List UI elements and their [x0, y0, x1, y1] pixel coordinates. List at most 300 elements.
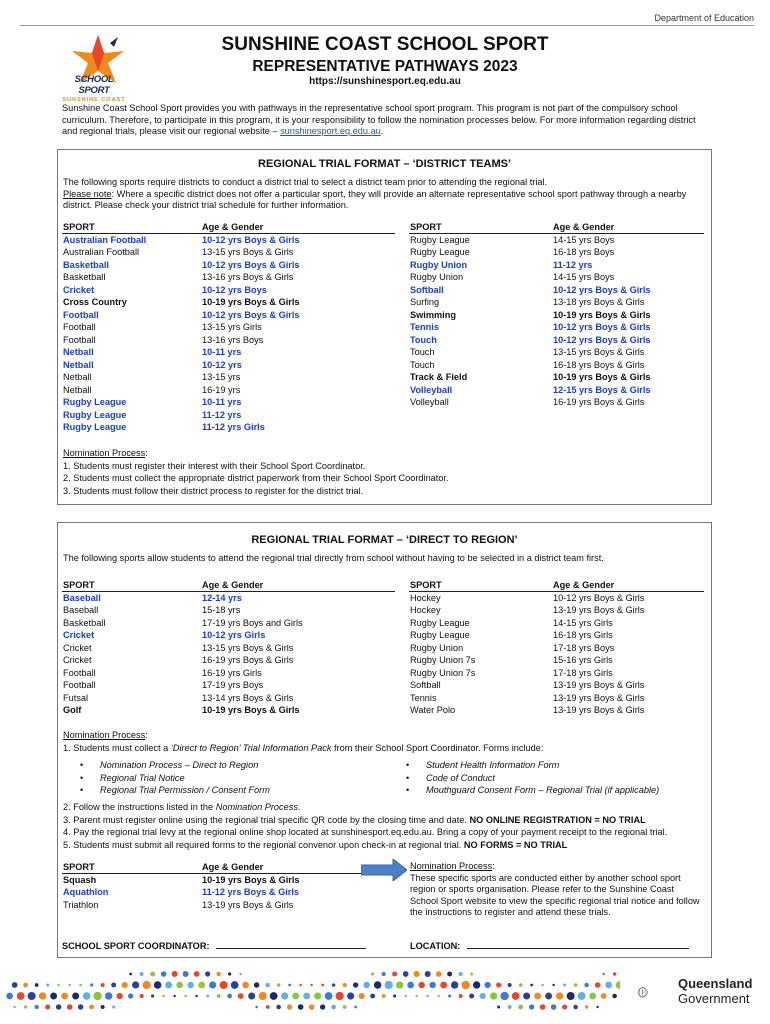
decorative-dot — [23, 983, 28, 988]
decorative-dot — [480, 993, 486, 999]
age-gender-cell: 15-16 yrs Girls — [553, 655, 613, 665]
age-header: Age & Gender — [553, 580, 615, 590]
gov-name-line1: Queensland — [678, 976, 753, 991]
sport-cell: Basketball — [63, 259, 109, 270]
decorative-dot — [242, 982, 249, 989]
sport-cell: Netball — [63, 384, 92, 395]
district-left-table — [63, 221, 146, 434]
sport-cell: Baseball — [63, 605, 99, 615]
decorative-dot — [292, 993, 299, 1000]
age-gender-cell: 13-15 yrs Boys & Girls — [202, 642, 294, 653]
sport-cell: Rugby Union 7s — [410, 667, 476, 678]
decorative-dot — [217, 994, 221, 998]
age-gender-cell: 13-15 yrs Girls — [202, 322, 262, 332]
decorative-dot — [448, 994, 451, 997]
age-gender-cell: 10-12 yrs Boys & Girls — [553, 284, 651, 295]
sport-header: SPORT — [410, 222, 442, 232]
nomination-step-1 — [63, 742, 543, 755]
decorative-dot — [220, 981, 228, 989]
other-sports-table — [63, 861, 108, 911]
sport-cell: Rugby League — [410, 234, 470, 245]
website-url[interactable]: https://sunshinesport.eq.edu.au — [309, 76, 461, 87]
age-gender-cell: 10-19 yrs Boys & Girls — [202, 874, 300, 885]
decorative-dot — [6, 993, 13, 1000]
decorative-dot — [172, 971, 178, 977]
decorative-dot — [132, 981, 139, 988]
sport-cell: Volleyball — [410, 397, 449, 407]
form-item: • Code of Conduct — [406, 772, 659, 785]
age-gender-cell: 10-12 yrs Boys — [202, 284, 267, 295]
district-section-title: REGIONAL TRIAL FORMAT – ‘DISTRICT TEAMS’ — [258, 158, 511, 170]
nomination-step-2 — [63, 801, 667, 814]
decorative-dot — [562, 1004, 567, 1009]
decorative-dot — [228, 972, 231, 975]
decorative-dot — [500, 992, 508, 1000]
sport-cell: Baseball — [63, 592, 101, 603]
district-intro — [63, 177, 699, 212]
decorative-dot — [573, 1005, 577, 1009]
logo-subname: SUNSHINE COAST — [62, 97, 126, 103]
decorative-dot — [183, 971, 189, 977]
decorative-dot — [140, 994, 144, 998]
decorative-dot — [13, 1006, 15, 1008]
decorative-dot — [254, 982, 259, 987]
sport-cell: Netball — [63, 372, 92, 382]
sport-cell: Aquathlon — [63, 887, 109, 897]
decorative-dot — [46, 984, 49, 987]
decorative-dot — [519, 983, 522, 986]
please-note-text: : Where a specific district does not offer a particular sport, they will provide an alternate representative school sport pathway through a nearby district. Please check your district trial schedule for further information. — [63, 188, 687, 210]
decorative-dot — [299, 984, 301, 986]
region-right-ages — [553, 579, 644, 717]
nomination-step: 1. Students must register their interest with their School Sport Coordinator. — [63, 460, 366, 471]
decorative-dot — [298, 1004, 304, 1010]
nomination-colon: : — [145, 730, 148, 740]
region-section-title: REGIONAL TRIAL FORMAT – ‘DIRECT TO REGION’ — [251, 534, 518, 546]
decorative-dot — [277, 983, 280, 986]
sport-cell: Softball — [410, 284, 444, 295]
decorative-dot — [303, 993, 310, 1000]
age-gender-cell: 10-12 yrs Girls — [202, 630, 266, 640]
sport-cell: Basketball — [63, 272, 106, 282]
decorative-dot — [508, 983, 512, 987]
coordinator-field[interactable] — [62, 940, 366, 951]
sport-cell: Tennis — [410, 322, 439, 332]
age-gender-cell: 13-15 yrs Boys & Girls — [553, 347, 645, 357]
decorative-dot — [184, 995, 186, 997]
decorative-dot — [353, 982, 358, 987]
sport-cell: Squash — [63, 874, 97, 885]
decorative-dot — [321, 984, 324, 987]
form-item: • Student Health Information Form — [406, 759, 659, 772]
decorative-dot — [248, 993, 255, 1000]
district-nomination-process — [63, 447, 449, 497]
age-gender-cell: 10-19 yrs Boys & Girls — [553, 309, 651, 320]
decorative-dot — [613, 972, 616, 975]
region-right-table — [410, 579, 475, 717]
decorative-dot — [347, 992, 354, 999]
decorative-dot — [72, 992, 79, 999]
age-header: Age & Gender — [202, 862, 264, 872]
age-gender-cell: 10-12 yrs Boys & Girls — [553, 322, 651, 332]
age-gender-cell: 16-19 yrs Boys & Girls — [202, 655, 294, 665]
decorative-dot — [574, 983, 578, 987]
age-gender-cell: 10-11 yrs — [202, 347, 242, 357]
decorative-dot — [57, 984, 60, 987]
sport-cell: Touch — [410, 359, 435, 370]
coordinator-input-line[interactable] — [216, 940, 366, 949]
nomination-step-5 — [63, 839, 667, 852]
district-right-ages — [553, 221, 651, 409]
sport-cell: Softball — [410, 680, 441, 690]
age-gender-cell: 10-12 yrs Boys & Girls — [202, 309, 300, 320]
decorative-dot — [129, 973, 132, 976]
sport-cell: Cricket — [63, 630, 95, 640]
sport-cell: Rugby League — [63, 422, 127, 432]
decorative-dot — [34, 1005, 38, 1009]
nomination-title: Nomination Process — [63, 730, 146, 740]
age-gender-cell: 17-19 yrs Boys and Girls — [202, 617, 303, 628]
decorative-dot — [396, 981, 403, 988]
decorative-dot — [205, 971, 210, 976]
sport-header: SPORT — [410, 580, 442, 590]
decorative-dot — [490, 992, 497, 999]
age-gender-cell: 10-12 yrs Boys & Girls — [202, 234, 300, 245]
decorative-dot — [425, 971, 431, 977]
decorative-dot — [385, 981, 393, 989]
intro-end: . — [380, 126, 384, 136]
decorative-dot — [101, 1005, 105, 1009]
decorative-dot — [429, 982, 435, 988]
form-item: • Nomination Process – Direct to Region — [80, 759, 270, 772]
decorative-dot — [541, 984, 543, 986]
decorative-dot — [556, 992, 563, 999]
decorative-dot — [363, 982, 369, 988]
decorative-dot — [276, 1005, 281, 1010]
step-text: 2. Follow the instructions listed in the — [63, 802, 216, 812]
decorative-dot — [612, 994, 617, 999]
decorative-dot — [116, 993, 122, 999]
sport-cell: Futsal — [63, 692, 89, 703]
decorative-dot — [461, 981, 469, 989]
forms-list-right — [406, 759, 659, 797]
decorative-dot — [551, 1004, 557, 1010]
decorative-dot — [596, 1006, 598, 1008]
decorative-dot — [90, 983, 93, 986]
forms-list-left — [80, 759, 270, 797]
decorative-dot — [93, 992, 101, 1000]
decorative-dot — [111, 983, 116, 988]
form-item: • Regional Trial Permission / Consent Form — [80, 784, 270, 797]
decorative-dot — [447, 972, 452, 977]
decorative-dot — [238, 993, 244, 999]
sport-cell: Rugby Union — [410, 642, 464, 653]
decorative-dot — [187, 982, 193, 988]
age-gender-cell: 10-19 yrs Boys & Girls — [553, 372, 651, 382]
decorative-dot — [216, 972, 220, 976]
region-intro: The following sports allow students to attend the regional trial directly from school without having to be selected in a district team first. — [63, 553, 604, 563]
step-text: 1. Students must collect a — [63, 742, 171, 753]
age-gender-cell: 13-19 yrs Boys & Girls — [553, 692, 645, 703]
decorative-dot — [601, 993, 607, 999]
decorative-dot — [101, 983, 105, 987]
sport-cell: Swimming — [410, 309, 456, 320]
sport-cell: Football — [63, 334, 96, 345]
decorative-dot — [320, 1004, 325, 1009]
decorative-dot — [61, 993, 68, 1000]
age-gender-cell: 11-12 yrs — [202, 409, 242, 420]
decorative-dot — [589, 993, 596, 1000]
sport-cell: Cricket — [63, 655, 92, 665]
sport-cell: Cricket — [63, 284, 95, 295]
queensland-crest-icon — [636, 970, 676, 1015]
decorative-dot — [142, 981, 150, 989]
sport-cell: Rugby Union — [410, 272, 464, 282]
decorative-dot — [89, 1005, 94, 1010]
sport-cell: Australian Football — [63, 234, 147, 245]
decorative-dot — [426, 995, 428, 997]
sport-cell: Netball — [63, 359, 94, 370]
department-label: Department of Education — [654, 13, 754, 23]
location-input-line[interactable] — [467, 940, 689, 949]
region-left-table — [63, 579, 105, 717]
decorative-dot — [371, 972, 374, 975]
decorative-dot — [287, 1004, 292, 1009]
decorative-dot — [209, 981, 216, 988]
decorative-dot — [162, 995, 164, 997]
decorative-dot — [239, 973, 241, 975]
nomination-step-4: 4. Pay the regional trial levy at the regional online shop located at sunshinesport.eq.edu.au. Bring a copy of your payment receipt to the regional trial. — [63, 827, 668, 838]
age-gender-cell: 14-15 yrs Boys — [553, 234, 615, 245]
age-header: Age & Gender — [202, 222, 264, 232]
sport-cell: Tennis — [410, 692, 437, 703]
decorative-dot — [415, 995, 417, 997]
decorative-dot — [17, 992, 25, 1000]
age-gender-cell: 13-16 yrs Boys — [202, 334, 264, 345]
sport-cell: Triathlon — [63, 899, 99, 910]
page-title: SUNSHINE COAST SCHOOL SPORT — [221, 34, 549, 55]
header-rule — [20, 25, 754, 26]
sport-cell: Water Polo — [410, 705, 456, 715]
age-gender-cell: 10-19 yrs Boys & Girls — [202, 297, 300, 307]
decorative-dot — [78, 1004, 83, 1009]
district-intro-line: The following sports require districts to conduct a district trial to select a district team prior to attending the regional trial. — [63, 177, 548, 187]
age-gender-cell: 11-12 yrs Girls — [202, 422, 265, 432]
decorative-dot — [227, 994, 232, 999]
decorative-dot — [270, 992, 278, 1000]
step-text: 3. Parent must register online using the regional trial specific QR code by the closing time and date. — [63, 814, 470, 825]
nomination-colon: : — [492, 861, 495, 871]
decorative-dot — [198, 982, 205, 989]
decorative-dot — [28, 992, 36, 1000]
other-sports-ages — [202, 861, 300, 911]
decorative-dot — [343, 1005, 347, 1009]
decorative-dot — [331, 1005, 336, 1010]
other-sports-nomination — [410, 861, 700, 919]
age-gender-cell: 10-12 yrs Boys & Girls — [202, 259, 300, 270]
decorative-dot — [150, 972, 155, 977]
region-nomination-steps — [63, 801, 667, 851]
step-warning: NO ONLINE REGISTRATION = NO TRIAL — [469, 814, 646, 825]
decorative-dot — [552, 984, 554, 986]
sport-cell: Rugby League — [63, 409, 127, 420]
sport-cell: Touch — [410, 347, 435, 357]
gov-name-line2: Government — [678, 991, 750, 1006]
sport-cell: Hockey — [410, 592, 441, 603]
decorative-dot — [35, 983, 39, 987]
decorative-dot — [266, 1005, 270, 1009]
age-gender-cell: 11-12 yrs — [553, 259, 593, 270]
age-gender-cell: 16-19 yrs — [202, 384, 241, 395]
step-text: . — [297, 802, 301, 812]
sport-cell: Rugby League — [410, 617, 470, 628]
age-gender-cell: 16-18 yrs Girls — [553, 630, 613, 640]
step-text: from their School Sport Coordinator. Forms include: — [331, 742, 544, 753]
sport-cell: Football — [63, 680, 96, 690]
age-gender-cell: 10-19 yrs Boys & Girls — [202, 705, 300, 715]
decorative-dot — [332, 983, 335, 986]
sport-cell: Rugby League — [63, 397, 127, 407]
age-gender-cell: 13-15 yrs — [202, 372, 241, 382]
decorative-dot — [530, 984, 533, 987]
decorative-dot — [151, 994, 154, 997]
decorative-dot — [403, 971, 409, 977]
decorative-dot — [140, 972, 144, 976]
decorative-dot — [496, 982, 501, 987]
age-gender-cell: 12-15 yrs Boys & Girls — [553, 384, 651, 395]
age-gender-cell: 14-15 yrs Boys — [553, 272, 615, 282]
decorative-dot — [567, 992, 575, 1000]
age-gender-cell: 10-12 yrs Boys & Girls — [553, 592, 645, 603]
decorative-dot — [288, 984, 291, 987]
decorative-dot — [563, 984, 566, 987]
location-field[interactable] — [410, 940, 689, 951]
age-gender-cell: 16-19 yrs Boys & Girls — [553, 397, 645, 407]
intro-paragraph — [62, 103, 702, 138]
sport-header: SPORT — [63, 222, 95, 232]
step-italic: Nomination Process — [215, 802, 298, 812]
sport-cell: Surfing — [410, 297, 440, 307]
decorative-dot — [195, 995, 197, 997]
decorative-dot — [354, 1006, 357, 1009]
form-item: • Mouthguard Consent Form – Regional Trial (if applicable) — [406, 784, 659, 797]
sport-cell: Rugby Union 7s — [410, 655, 476, 665]
age-gender-cell: 13-19 yrs Boys & Girls — [553, 705, 645, 715]
step-italic: ‘Direct to Region’ Trial Information Pack — [170, 742, 332, 753]
sport-header: SPORT — [63, 862, 95, 872]
decorative-dot — [584, 983, 588, 987]
decorative-dot-pattern — [0, 966, 620, 1016]
age-gender-cell: 10-12 yrs — [202, 359, 242, 370]
sport-cell: Rugby League — [410, 630, 470, 640]
nomination-title: Nomination Process — [410, 861, 493, 871]
decorative-dot — [578, 992, 586, 1000]
decorative-dot — [161, 971, 167, 977]
decorative-dot — [83, 992, 91, 1000]
decorative-dot — [176, 982, 182, 988]
age-gender-cell: 13-19 yrs Boys & Girls — [202, 899, 294, 910]
please-note-label: Please note — [63, 188, 112, 199]
decorative-dot — [67, 1004, 73, 1010]
location-label: LOCATION: — [410, 941, 461, 951]
sport-cell: Football — [63, 309, 99, 320]
age-gender-cell: 13-19 yrs Boys & Girls — [553, 605, 645, 615]
decorative-dot — [325, 992, 333, 1000]
page-subtitle: REPRESENTATIVE PATHWAYS 2023 — [252, 58, 518, 75]
decorative-dot — [336, 992, 344, 1000]
region-left-ages — [202, 579, 303, 717]
decorative-dot — [314, 992, 321, 999]
decorative-dot — [310, 984, 312, 986]
decorative-dot — [359, 993, 365, 999]
age-gender-cell: 17-19 yrs Boys — [202, 680, 264, 690]
decorative-dot — [459, 972, 463, 976]
decorative-dot — [393, 995, 396, 998]
decorative-dot — [473, 981, 480, 988]
decorative-dot — [616, 981, 620, 989]
decorative-dot — [436, 971, 442, 977]
age-gender-cell: 13-19 yrs Boys & Girls — [553, 680, 645, 690]
sport-cell: Hockey — [410, 605, 441, 615]
other-nomination-text: These specific sports are conducted either by another school sport region or sports organisation. Please refer to the Sunshine Coast School Sport website to view the specific regional trial notice and follow the instructions to register and attend these trials. — [410, 872, 700, 917]
decorative-dot — [50, 993, 57, 1000]
decorative-dot — [206, 995, 209, 998]
decorative-dot — [534, 993, 541, 1000]
decorative-dot — [605, 982, 612, 989]
age-gender-cell: 14-15 yrs Girls — [553, 617, 613, 628]
age-gender-cell: 13-14 yrs Boys & Girls — [202, 692, 294, 703]
nomination-colon: : — [145, 448, 148, 458]
district-teams-section — [57, 149, 712, 505]
decorative-dot — [154, 981, 162, 989]
age-gender-cell: 17-18 yrs Boys — [553, 642, 615, 653]
decorative-dot — [440, 982, 447, 989]
decorative-dot — [45, 1004, 50, 1009]
decorative-dot — [374, 981, 382, 989]
decorative-dot — [512, 992, 520, 1000]
decorative-dot — [540, 1004, 546, 1010]
nomination-step-3 — [63, 814, 667, 827]
direct-to-region-section — [57, 522, 712, 958]
nomination-step: 2. Students must collect the appropriate district paperwork from their School Sport Coordinator. — [63, 473, 449, 484]
decorative-dot — [265, 983, 269, 987]
nomination-step: 3. Students must follow their district process to register for the district trial. — [63, 485, 364, 496]
sport-cell: Australian Football — [63, 247, 140, 257]
decorative-dot — [309, 1004, 315, 1010]
age-gender-cell: 16-18 yrs Boys & Girls — [553, 359, 645, 370]
decorative-dot — [173, 995, 175, 997]
decorative-dot — [407, 982, 414, 989]
sport-cell: Rugby Union — [410, 259, 468, 270]
decorative-dot — [382, 972, 386, 976]
district-left-ages — [202, 221, 300, 434]
district-right-table — [410, 221, 470, 409]
decorative-dot — [485, 982, 491, 988]
regional-website-link[interactable]: sunshinesport.eq.edu.au — [280, 126, 381, 136]
age-gender-cell: 13-18 yrs Boys & Girls — [553, 297, 645, 307]
decorative-dot — [165, 982, 172, 989]
age-gender-cell: 17-18 yrs Girls — [553, 667, 613, 678]
region-nomination-process — [63, 729, 543, 754]
sport-cell: Golf — [63, 705, 82, 715]
decorative-dot — [529, 1004, 534, 1009]
decorative-dot — [194, 971, 200, 977]
intro-text: Sunshine Coast School Sport provides you with pathways in the representative school sport program. This program is not part of the compulsory school curriculum. Therefore, to participate in this program, it is your responsibility to follow the nomination processes below. For more information regarding district and regional trials, please visit our regional website – — [62, 103, 696, 136]
decorative-dot — [497, 1006, 500, 1009]
decorative-dot — [39, 992, 46, 999]
decorative-dot — [68, 984, 70, 986]
decorative-dot — [231, 981, 239, 989]
